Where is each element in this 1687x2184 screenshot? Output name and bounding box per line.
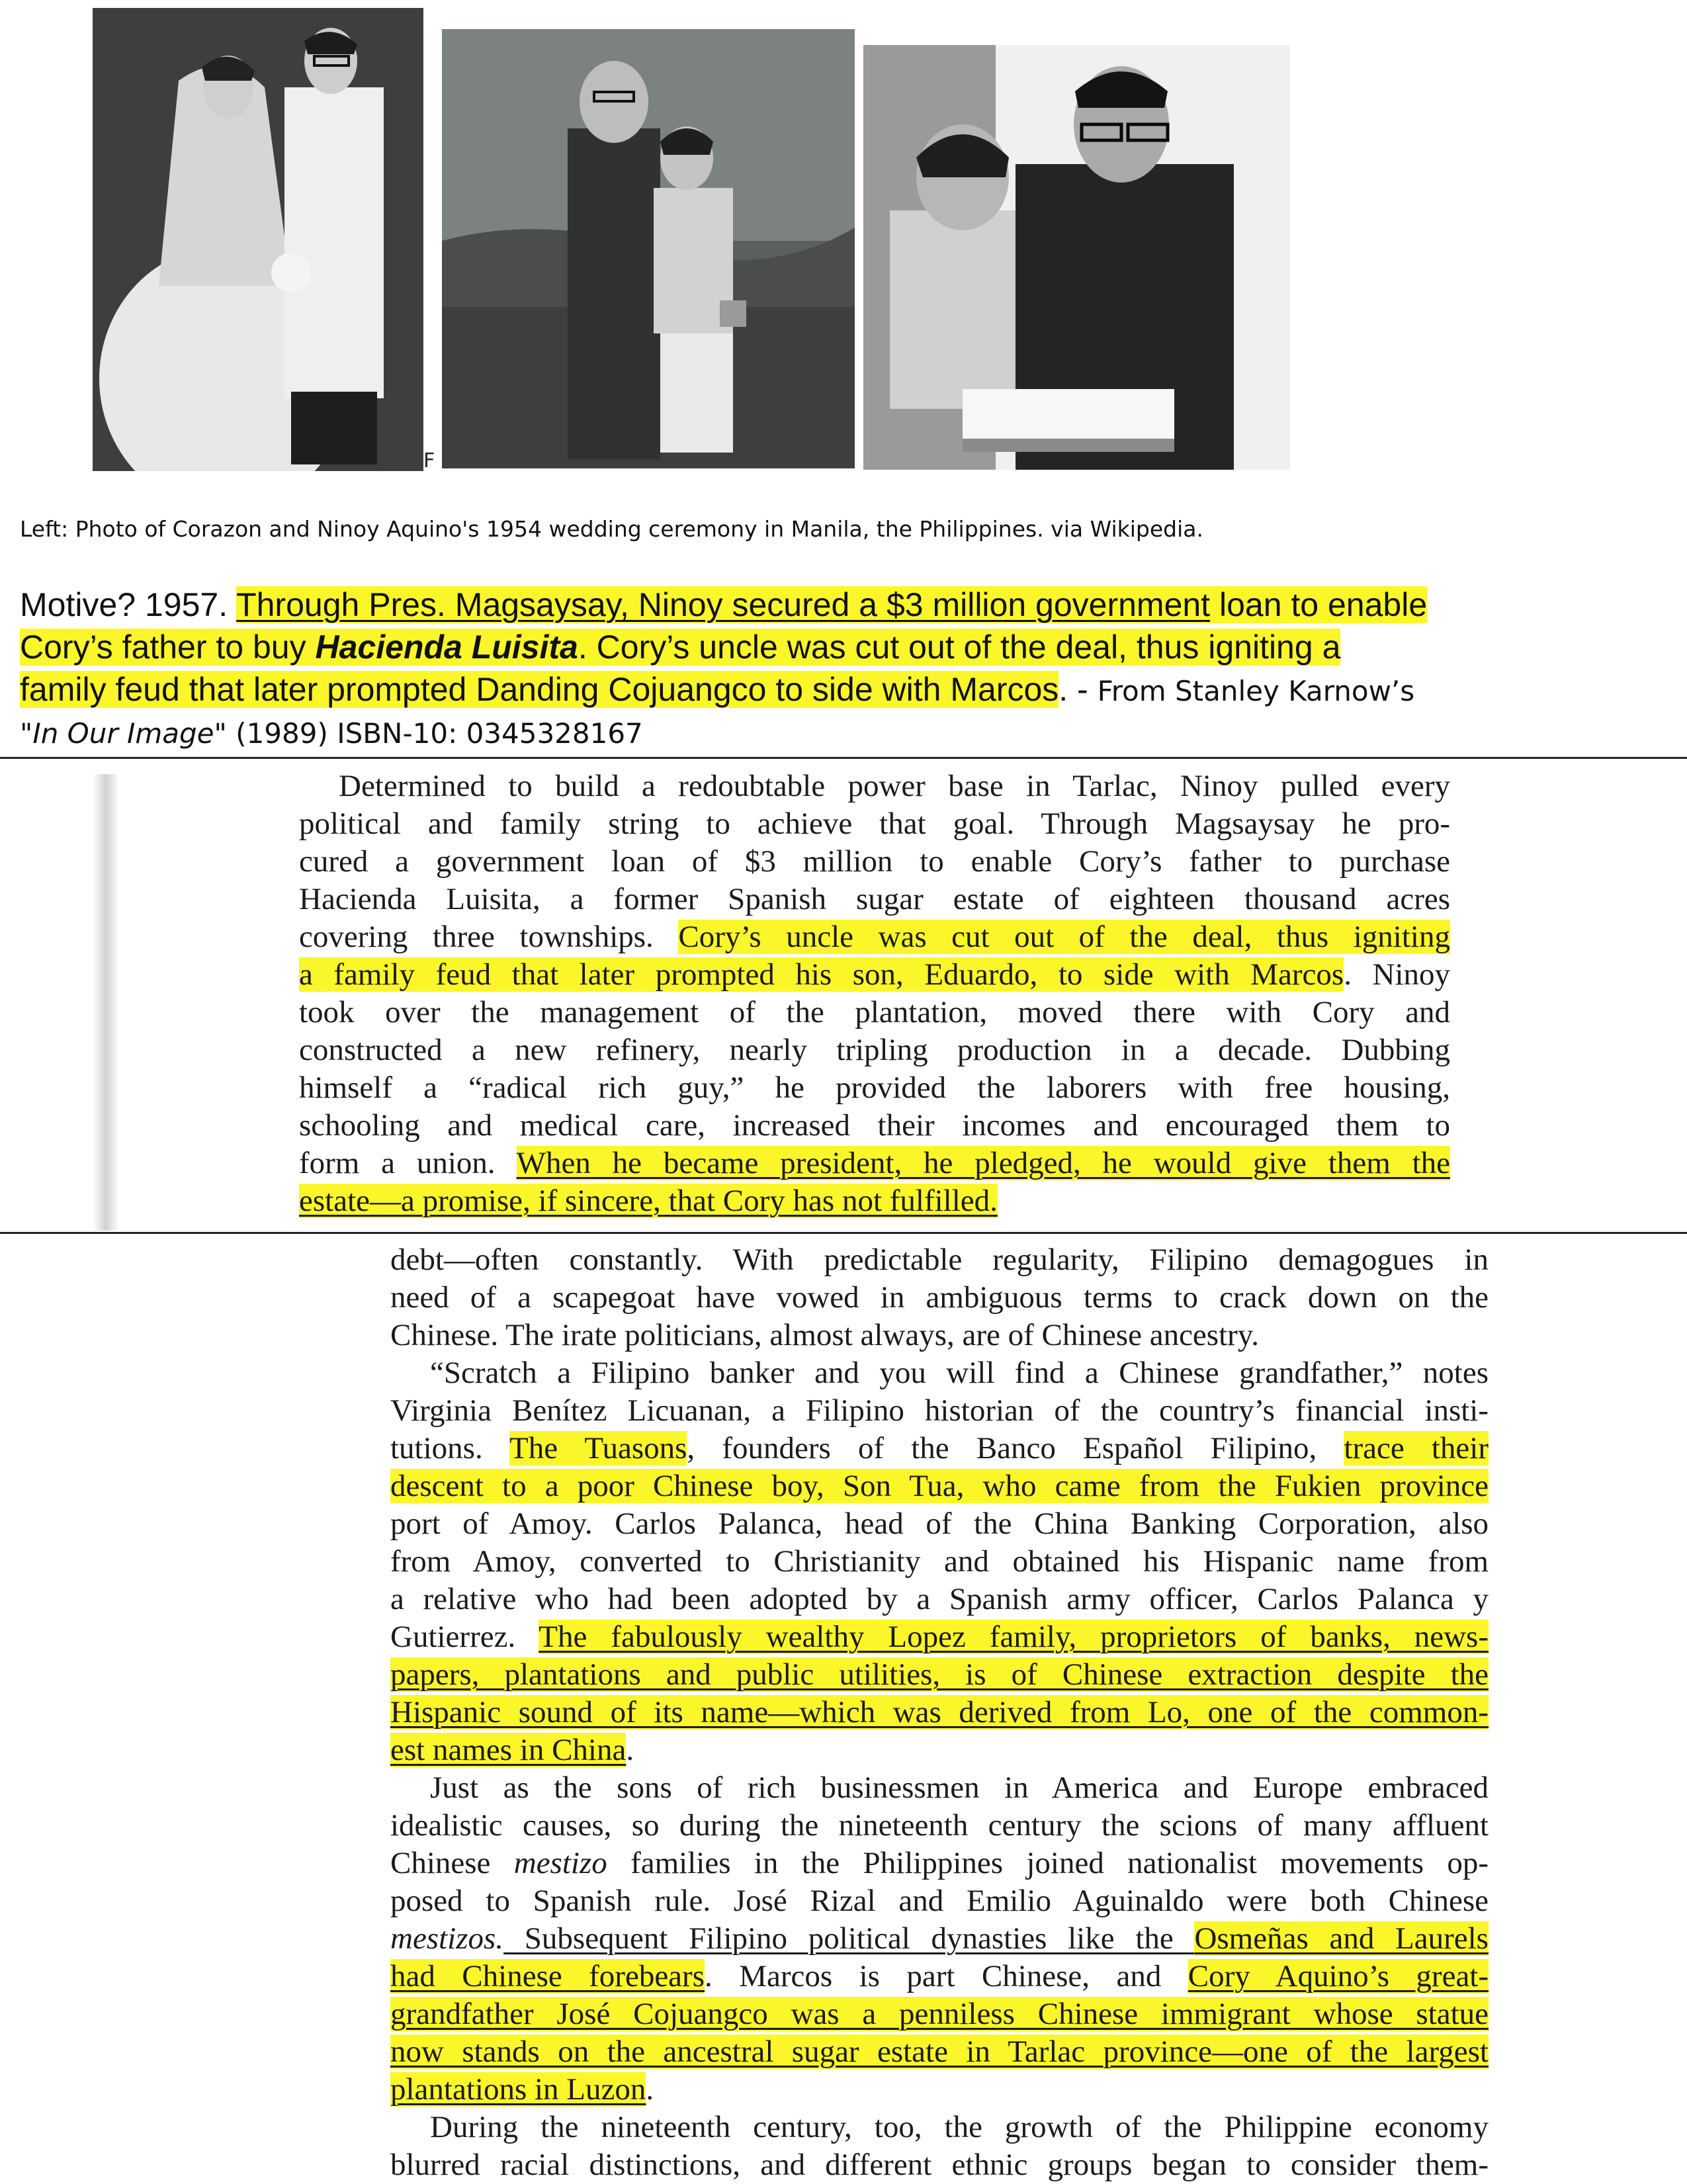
couple-outdoors-image bbox=[442, 29, 855, 468]
photo-caption: Left: Photo of Corazon and Ninoy Aquino's 1954 wedding ceremony in Manila, the Philippines. via Wikipedia. bbox=[20, 516, 1204, 542]
excerpt-text: families in the Philippines joined nationalist movements op- bbox=[607, 1846, 1489, 1880]
excerpt-line bbox=[390, 1731, 1489, 1769]
excerpt-highlight: trace their bbox=[1344, 1431, 1489, 1465]
excerpt-highlight: Osmeñas and Laurels bbox=[1194, 1921, 1489, 1956]
excerpt-highlight: est names in China bbox=[390, 1733, 627, 1767]
excerpt-text: covering three townships. bbox=[299, 920, 679, 954]
wedding-photo-image bbox=[93, 8, 423, 471]
excerpt-line: Hacienda Luisita, a former Spanish sugar estate of eighteen thousand acres bbox=[299, 882, 1450, 916]
motive-highlight: family feud that later prompted Danding Cojuangco to side with Marcos bbox=[20, 671, 1059, 708]
book-excerpt-1 bbox=[299, 767, 1450, 1220]
excerpt-highlight: estate—a promise, if sincere, that Cory has not fulfilled. bbox=[299, 1184, 998, 1218]
motive-line-1 bbox=[20, 584, 1427, 626]
excerpt-text: Gutierrez. bbox=[390, 1620, 539, 1654]
book-title: "In Our Image" bbox=[20, 717, 227, 750]
excerpt-line bbox=[390, 1694, 1489, 1731]
excerpt-line: cured a government loan of $3 million to enable Cory’s father to purchase bbox=[299, 844, 1450, 879]
excerpt-highlight: a family feud that later prompted his son, Eduardo, to side with Marcos bbox=[299, 957, 1344, 992]
hacienda-name: Hacienda Luisita bbox=[315, 629, 578, 666]
excerpt-line: himself a “radical rich guy,” he provided the laborers with free housing, bbox=[299, 1070, 1450, 1105]
excerpt-text: form a union. bbox=[299, 1146, 517, 1180]
excerpt-line bbox=[390, 1618, 1489, 1656]
excerpt-highlight: had Chinese forebears bbox=[390, 1959, 705, 1993]
excerpt-line: debt—often constantly. With predictable regularity, Filipino demagogues in bbox=[390, 1243, 1489, 1277]
excerpt-line: schooling and medical care, increased their incomes and encouraged them to bbox=[299, 1108, 1450, 1143]
excerpt-text: . Marcos is part Chinese, and bbox=[705, 1959, 1188, 1993]
excerpt-line bbox=[299, 918, 1450, 956]
motive-highlight: Cory’s father to buy bbox=[20, 629, 316, 666]
excerpt-highlight: Cory’s uncle was cut out of the deal, thus igniting bbox=[678, 920, 1450, 954]
motive-highlight: Through Pres. Magsaysay, Ninoy secured a $3 million government bbox=[236, 586, 1211, 623]
excerpt-highlight: descent to a poor Chinese boy, Son Tua, who came from the Fukien province bbox=[390, 1469, 1489, 1503]
excerpt-text: tutions. bbox=[390, 1431, 510, 1465]
book-excerpt-2 bbox=[390, 1241, 1489, 2184]
excerpt-highlight: grandfather José Cojuangco was a penniless Chinese immigrant whose statue bbox=[390, 1997, 1489, 2031]
excerpt-highlight: When he became president, he pledged, he would give them the bbox=[516, 1146, 1450, 1180]
scan-shadow bbox=[93, 774, 119, 1231]
excerpt-line: idealistic causes, so during the nineteenth century the scions of many affluent bbox=[390, 1808, 1489, 1843]
excerpt-highlight: plantations in Luzon bbox=[390, 2072, 646, 2107]
source-credit: From Stanley Karnow’s bbox=[1097, 675, 1415, 707]
divider bbox=[0, 757, 1687, 759]
motive-line-2 bbox=[20, 626, 1340, 668]
excerpt-line bbox=[390, 1995, 1489, 2033]
excerpt-line: posed to Spanish rule. José Rizal and Emilio Aguinaldo were both Chinese bbox=[390, 1884, 1489, 1918]
excerpt-text: . bbox=[626, 1733, 634, 1767]
motive-text: . - bbox=[1059, 671, 1098, 708]
excerpt-line: constructed a new refinery, nearly tripling production in a decade. Dubbing bbox=[299, 1033, 1450, 1067]
photo-mark: F bbox=[423, 449, 435, 472]
excerpt-line bbox=[390, 2071, 1489, 2109]
couple-standing-image bbox=[863, 45, 1290, 470]
excerpt-line bbox=[299, 1182, 1450, 1220]
motive-highlight: . Cory’s uncle was cut out of the deal, thus igniting a bbox=[578, 629, 1341, 666]
excerpt-line: took over the management of the plantation, moved there with Cory and bbox=[299, 995, 1450, 1029]
motive-line-4 bbox=[20, 711, 643, 755]
excerpt-line bbox=[390, 1467, 1489, 1505]
excerpt-line: Virginia Benítez Licuanan, a Filipino historian of the country’s financial insti- bbox=[390, 1393, 1489, 1428]
excerpt-line bbox=[390, 1845, 1489, 1882]
excerpt-highlight: The Tuasons bbox=[509, 1431, 687, 1465]
excerpt-line: from Amoy, converted to Christianity and obtained his Hispanic name from bbox=[390, 1544, 1489, 1579]
excerpt-text: , founders of the Banco Español Filipino, bbox=[687, 1431, 1344, 1465]
excerpt-highlight: now stands on the ancestral sugar estate in Tarlac province—one of the largest bbox=[390, 2034, 1489, 2069]
motive-line-3 bbox=[20, 668, 1414, 713]
excerpt-line bbox=[390, 1656, 1489, 1694]
excerpt-line: blurred racial distinctions, and different ethnic groups began to consider them- bbox=[390, 2148, 1489, 2182]
excerpt-text: . Ninoy bbox=[1344, 957, 1451, 992]
couple-standing-photo bbox=[863, 45, 1290, 470]
excerpt-text: Chinese bbox=[390, 1846, 514, 1880]
excerpt-line: “Scratch a Filipino banker and you will find a Chinese grandfather,” notes bbox=[430, 1356, 1489, 1390]
divider bbox=[0, 1232, 1687, 1234]
excerpt-line bbox=[390, 1430, 1489, 1467]
excerpt-highlight: The fabulously wealthy Lopez family, proprietors of banks, news- bbox=[539, 1620, 1489, 1654]
excerpt-text: . bbox=[646, 2072, 654, 2107]
excerpt-italic: mestizos. bbox=[390, 1921, 504, 1956]
excerpt-line bbox=[390, 1920, 1489, 1958]
book-year: (1989) bbox=[226, 717, 337, 750]
excerpt-highlight: Hispanic sound of its name—which was derived from Lo, one of the common- bbox=[390, 1695, 1489, 1729]
excerpt-line bbox=[390, 2033, 1489, 2071]
excerpt-line: need of a scapegoat have vowed in ambiguous terms to crack down on the bbox=[390, 1280, 1489, 1315]
excerpt-line: Determined to build a redoubtable power base in Tarlac, Ninoy pulled every bbox=[339, 769, 1450, 803]
excerpt-highlight: papers, plantations and public utilities, is of Chinese extraction despite the bbox=[390, 1657, 1489, 1692]
couple-outdoors-photo bbox=[442, 29, 855, 468]
excerpt-line: Chinese. The irate politicians, almost always, are of Chinese ancestry. bbox=[390, 1318, 1259, 1352]
motive-text: Motive? 1957. bbox=[20, 586, 237, 623]
excerpt-line: port of Amoy. Carlos Palanca, head of the China Banking Corporation, also bbox=[390, 1507, 1489, 1541]
excerpt-line bbox=[390, 1958, 1489, 1995]
excerpt-highlight: Cory Aquino’s great- bbox=[1188, 1959, 1489, 1993]
excerpt-line: a relative who had been adopted by a Spanish army officer, Carlos Palanca y bbox=[390, 1582, 1489, 1616]
isbn: ISBN-10: 0345328167 bbox=[337, 717, 643, 750]
excerpt-line: During the nineteenth century, too, the growth of the Philippine economy bbox=[430, 2110, 1489, 2144]
excerpt-italic: mestizo bbox=[513, 1846, 607, 1880]
excerpt-line: political and family string to achieve that goal. Through Magsaysay he pro- bbox=[299, 807, 1450, 841]
motive-highlight: loan to enable bbox=[1210, 586, 1428, 623]
excerpt-text: Subsequent Filipino political dynasties like the bbox=[503, 1921, 1195, 1956]
excerpt-line: Just as the sons of rich businessmen in America and Europe embraced bbox=[430, 1770, 1489, 1805]
excerpt-line bbox=[299, 956, 1450, 994]
excerpt-line bbox=[299, 1145, 1450, 1182]
wedding-photo bbox=[93, 8, 423, 471]
